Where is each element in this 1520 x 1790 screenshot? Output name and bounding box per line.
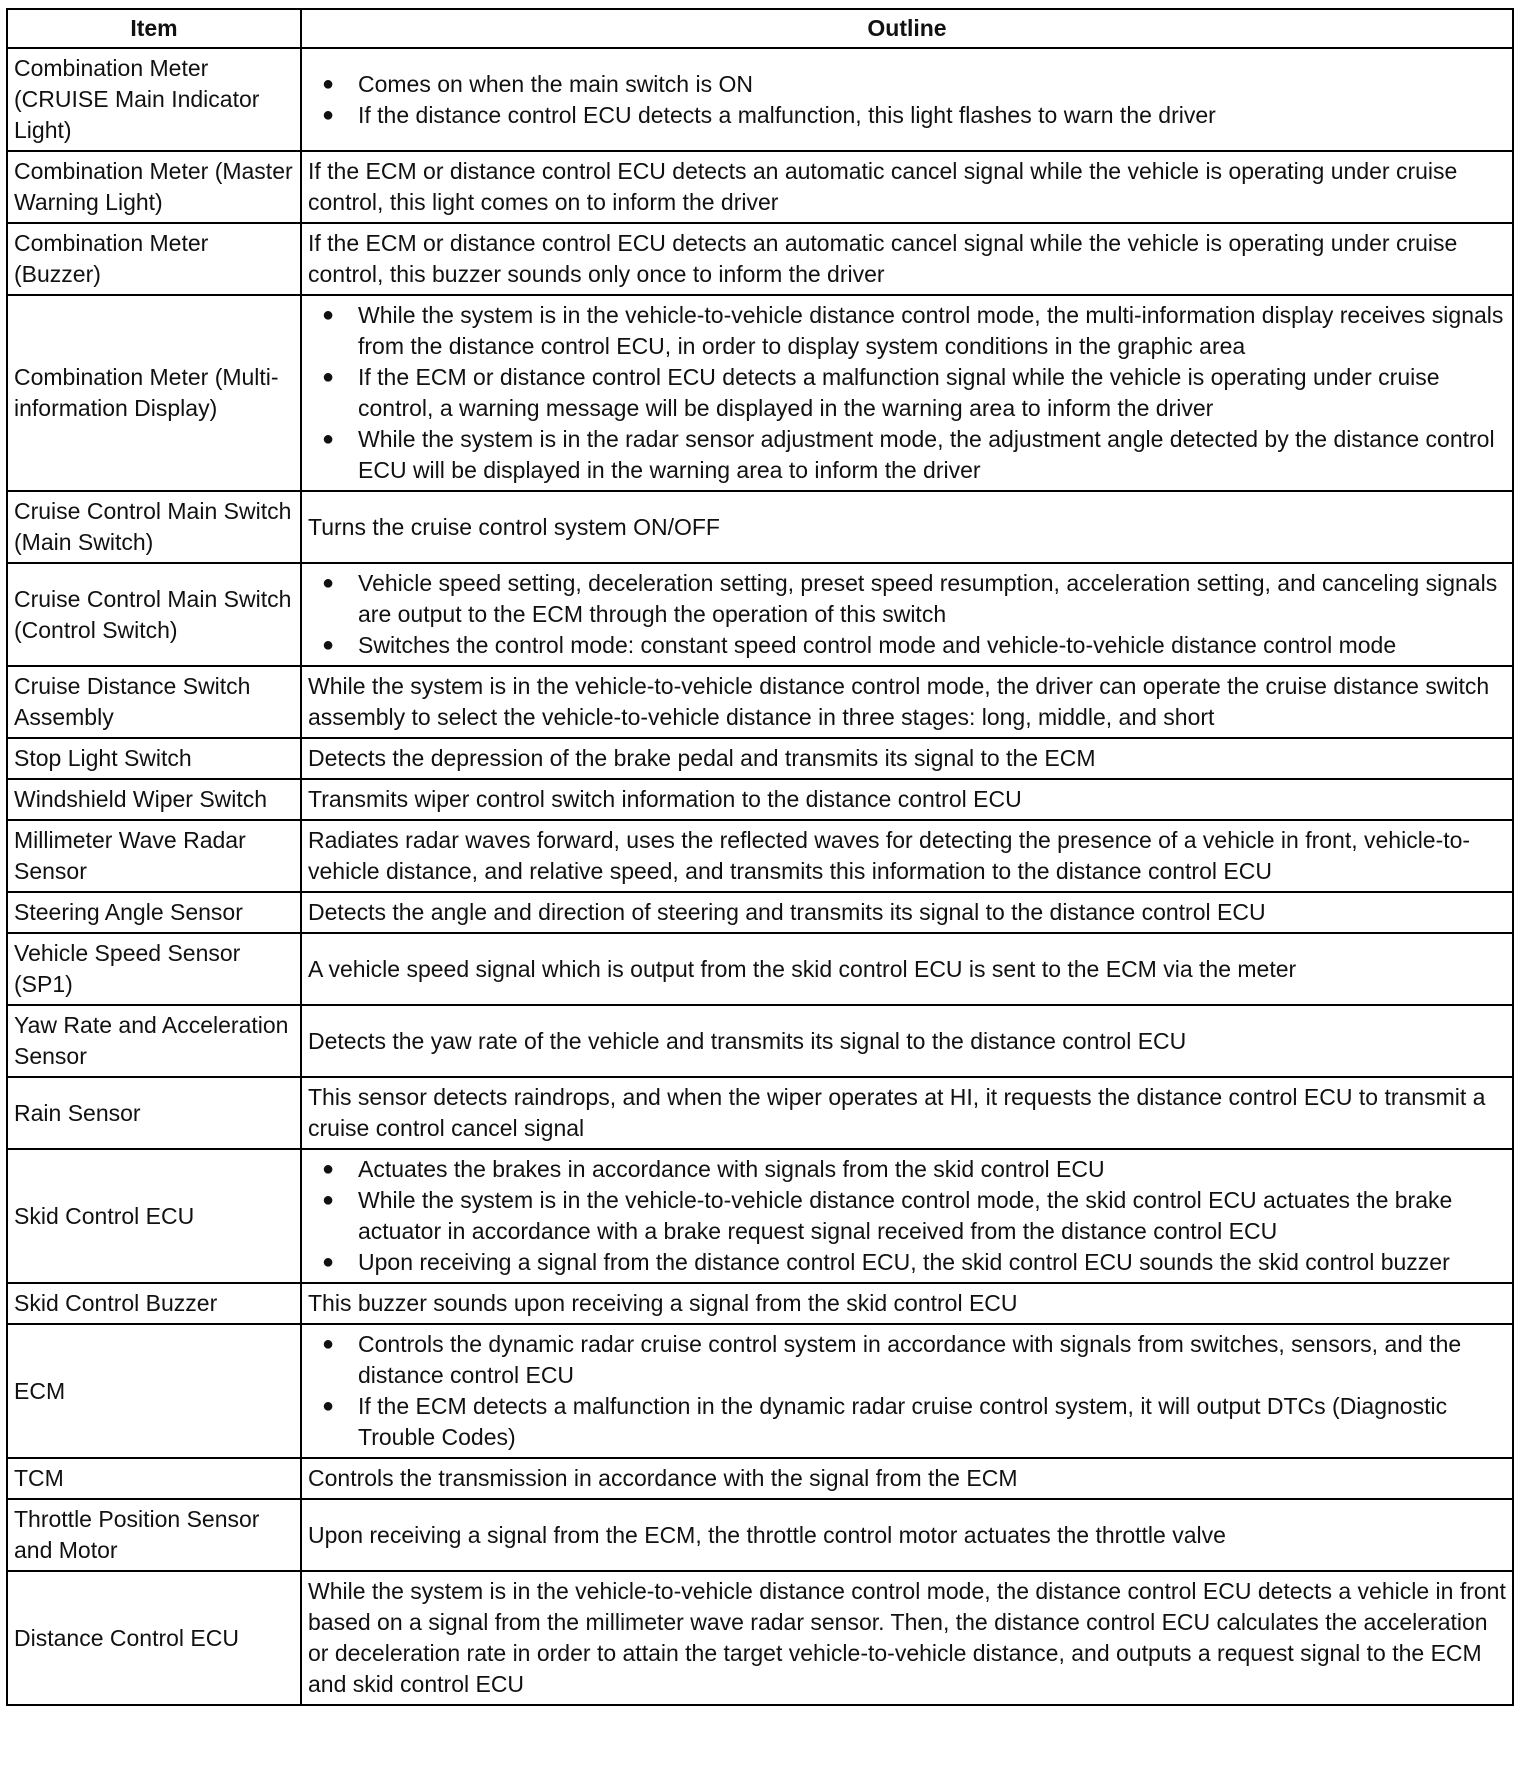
- outline-cell: Upon receiving a signal from the ECM, the throttle control motor actuates the throttle valve: [301, 1499, 1513, 1571]
- outline-cell: [301, 563, 1513, 666]
- outline-cell: While the system is in the vehicle-to-vehicle distance control mode, the distance control ECU detects a vehicle in front based on a signal from the millimeter wave radar sensor. Then, the distance control ECU calculates the acceleration or deceleration rate in order to attain the target vehicle-to-vehicle distance, and outputs a request signal to the ECM and skid control ECU: [301, 1571, 1513, 1705]
- outline-cell: Detects the yaw rate of the vehicle and transmits its signal to the distance control ECU: [301, 1005, 1513, 1077]
- table-row: [7, 223, 1513, 295]
- table-row: [7, 779, 1513, 820]
- table-header-row: [7, 9, 1513, 48]
- item-cell: Combination Meter (CRUISE Main Indicator Light): [7, 48, 301, 151]
- outline-cell: Detects the angle and direction of steering and transmits its signal to the distance control ECU: [301, 892, 1513, 933]
- outline-cell: Turns the cruise control system ON/OFF: [301, 491, 1513, 563]
- item-cell: Stop Light Switch: [7, 738, 301, 779]
- item-cell: Windshield Wiper Switch: [7, 779, 301, 820]
- outline-cell: Controls the transmission in accordance with the signal from the ECM: [301, 1458, 1513, 1499]
- item-cell: Cruise Control Main Switch (Control Switch): [7, 563, 301, 666]
- item-cell: Vehicle Speed Sensor (SP1): [7, 933, 301, 1005]
- bullet-list: [308, 1329, 1506, 1453]
- table-row: [7, 892, 1513, 933]
- item-cell: Combination Meter (Multi-information Display): [7, 295, 301, 491]
- table-row: [7, 1005, 1513, 1077]
- bullet-item: ● Switches the control mode: constant speed control mode and vehicle-to-vehicle distance control mode: [308, 630, 1506, 661]
- outline-cell: This sensor detects raindrops, and when the wiper operates at HI, it requests the distance control ECU to transmit a cruise control cancel signal: [301, 1077, 1513, 1149]
- table-row: [7, 48, 1513, 151]
- table-row: [7, 933, 1513, 1005]
- outline-cell: A vehicle speed signal which is output from the skid control ECU is sent to the ECM via the meter: [301, 933, 1513, 1005]
- item-cell: Distance Control ECU: [7, 1571, 301, 1705]
- bullet-item: ● Controls the dynamic radar cruise control system in accordance with signals from switches, sensors, and the distance control ECU: [308, 1329, 1506, 1391]
- table-body: [7, 48, 1513, 1705]
- table-row: [7, 1499, 1513, 1571]
- bullet-item: ● Vehicle speed setting, deceleration setting, preset speed resumption, acceleration setting, and canceling signals are output to the ECM through the operation of this switch: [308, 568, 1506, 630]
- item-cell: Millimeter Wave Radar Sensor: [7, 820, 301, 892]
- bullet-item: ● If the distance control ECU detects a malfunction, this light flashes to warn the driver: [308, 100, 1506, 131]
- outline-cell: If the ECM or distance control ECU detects an automatic cancel signal while the vehicle is operating under cruise control, this buzzer sounds only once to inform the driver: [301, 223, 1513, 295]
- item-cell: Combination Meter (Buzzer): [7, 223, 301, 295]
- component-outline-table: [6, 8, 1514, 1706]
- outline-cell: While the system is in the vehicle-to-vehicle distance control mode, the driver can operate the cruise distance switch assembly to select the vehicle-to-vehicle distance in three stages: long, middle, and short: [301, 666, 1513, 738]
- outline-cell: Radiates radar waves forward, uses the reflected waves for detecting the presence of a vehicle in front, vehicle-to-vehicle distance, and relative speed, and transmits this information to the distance control ECU: [301, 820, 1513, 892]
- bullet-list: [308, 300, 1506, 486]
- bullet-item: ● If the ECM detects a malfunction in the dynamic radar cruise control system, it will output DTCs (Diagnostic Trouble Codes): [308, 1391, 1506, 1453]
- outline-cell: [301, 1149, 1513, 1283]
- table-row: [7, 1324, 1513, 1458]
- table-row: [7, 1149, 1513, 1283]
- bullet-item: ● While the system is in the radar sensor adjustment mode, the adjustment angle detected by the distance control ECU will be displayed in the warning area to inform the driver: [308, 424, 1506, 486]
- bullet-item: ● Upon receiving a signal from the distance control ECU, the skid control ECU sounds the skid control buzzer: [308, 1247, 1506, 1278]
- item-cell: Yaw Rate and Acceleration Sensor: [7, 1005, 301, 1077]
- item-cell: Steering Angle Sensor: [7, 892, 301, 933]
- header-item: Item: [7, 9, 301, 48]
- table-row: [7, 295, 1513, 491]
- bullet-list: [308, 69, 1506, 131]
- bullet-item: ● If the ECM or distance control ECU detects a malfunction signal while the vehicle is operating under cruise control, a warning message will be displayed in the warning area to inform the driver: [308, 362, 1506, 424]
- item-cell: Combination Meter (Master Warning Light): [7, 151, 301, 223]
- item-cell: Skid Control Buzzer: [7, 1283, 301, 1324]
- outline-cell: [301, 48, 1513, 151]
- item-cell: Cruise Control Main Switch (Main Switch): [7, 491, 301, 563]
- outline-cell: Transmits wiper control switch information to the distance control ECU: [301, 779, 1513, 820]
- table-row: [7, 1571, 1513, 1705]
- outline-cell: [301, 1324, 1513, 1458]
- table-row: [7, 820, 1513, 892]
- item-cell: Cruise Distance Switch Assembly: [7, 666, 301, 738]
- table-row: [7, 738, 1513, 779]
- item-cell: TCM: [7, 1458, 301, 1499]
- bullet-list: [308, 1154, 1506, 1278]
- outline-cell: If the ECM or distance control ECU detects an automatic cancel signal while the vehicle is operating under cruise control, this light comes on to inform the driver: [301, 151, 1513, 223]
- item-cell: Skid Control ECU: [7, 1149, 301, 1283]
- table-row: [7, 491, 1513, 563]
- bullet-item: ● Actuates the brakes in accordance with signals from the skid control ECU: [308, 1154, 1506, 1185]
- table-row: [7, 151, 1513, 223]
- table-row: [7, 1458, 1513, 1499]
- header-outline: Outline: [301, 9, 1513, 48]
- table-row: [7, 1283, 1513, 1324]
- item-cell: ECM: [7, 1324, 301, 1458]
- table-row: [7, 1077, 1513, 1149]
- bullet-item: ● While the system is in the vehicle-to-vehicle distance control mode, the multi-information display receives signals from the distance control ECU, in order to display system conditions in the graphic area: [308, 300, 1506, 362]
- bullet-list: [308, 568, 1506, 661]
- table-row: [7, 666, 1513, 738]
- outline-cell: Detects the depression of the brake pedal and transmits its signal to the ECM: [301, 738, 1513, 779]
- outline-cell: [301, 295, 1513, 491]
- table-row: [7, 563, 1513, 666]
- bullet-item: ● While the system is in the vehicle-to-vehicle distance control mode, the skid control ECU actuates the brake actuator in accordance with a brake request signal received from the distance control ECU: [308, 1185, 1506, 1247]
- item-cell: Throttle Position Sensor and Motor: [7, 1499, 301, 1571]
- outline-cell: This buzzer sounds upon receiving a signal from the skid control ECU: [301, 1283, 1513, 1324]
- bullet-item: ● Comes on when the main switch is ON: [308, 69, 1506, 100]
- item-cell: Rain Sensor: [7, 1077, 301, 1149]
